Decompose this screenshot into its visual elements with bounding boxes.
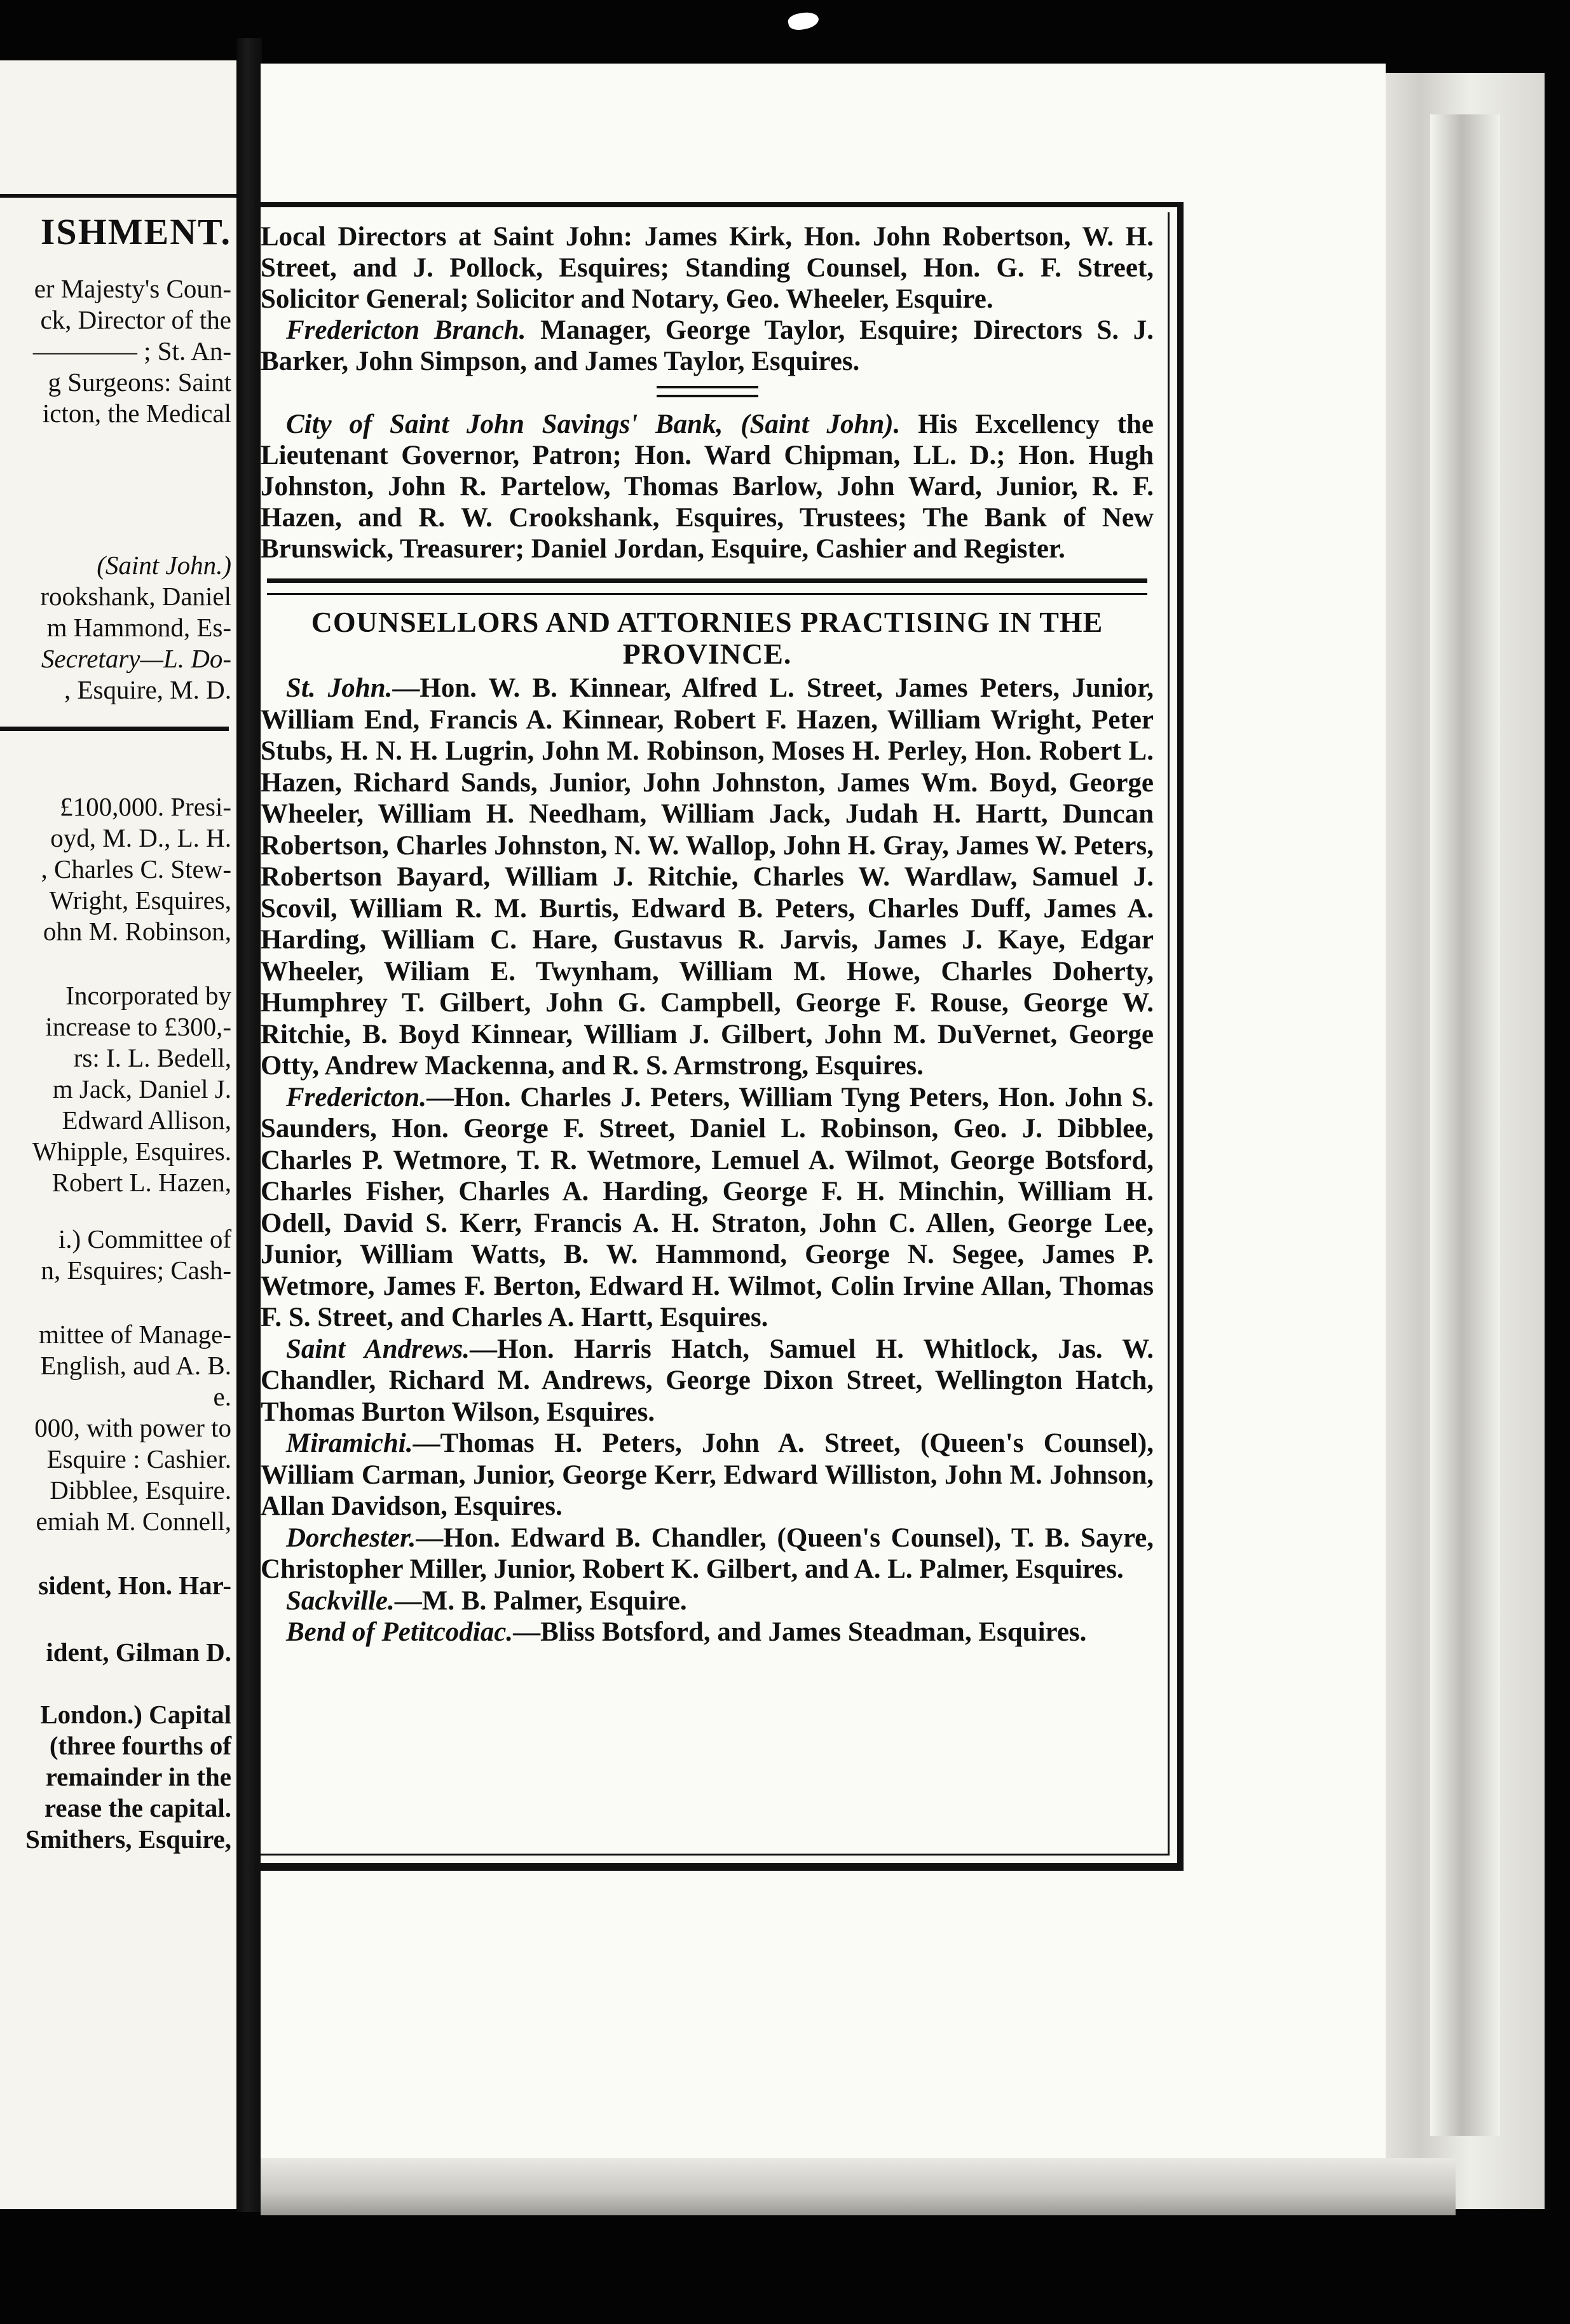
left-line: g Surgeons: Saint [48,367,231,397]
left-line: Smithers, Esquire, [25,1824,231,1854]
left-line: Dibblee, Esquire. [50,1475,231,1505]
entry-miramichi [261,1428,1154,1522]
counsellors-list [261,673,1154,1648]
entry-text: —Hon. Harris Hatch, Samuel H. Whitlock, Jas. W. Chandler, Richard M. Andrews, George Dixon Street, Wellington Hatch, Thomas Burton Wilson, Esquires. [261,1334,1154,1427]
section-title: COUNSELLORS AND ATTORNIES PRACTISING IN THE PROVINCE. [311,606,1103,670]
left-line: rookshank, Daniel [40,582,231,611]
short-divider [657,386,758,397]
entry-st-john [261,673,1154,1082]
page-bottom-shadow [261,2158,1456,2215]
left-line: ohn M. Robinson, [43,917,231,946]
left-line: London.) Capital [40,1700,231,1729]
left-line: emiah M. Connell, [36,1507,231,1536]
entry-dorchester [261,1522,1154,1585]
left-line: (three fourths of [49,1731,231,1760]
left-line: Esquire : Cashier. [46,1444,231,1473]
left-line: , Charles C. Stew- [41,854,231,884]
local-directors-paragraph: Local Directors at Saint John: James Kirk, Hon. John Robertson, W. H. Street, and J. Pollock, Esquires; Standing Counsel, Hon. G. F. Street, Solicitor General; Solicitor and Notary, Geo. Wheeler, Esquire. [261,222,1154,314]
left-line: 000, with power to [34,1413,231,1442]
left-rule [0,727,229,731]
left-line: mittee of Manage- [39,1320,231,1349]
left-line: m Hammond, Es- [46,613,231,642]
entry-place: Dorchester. [286,1522,416,1553]
left-page-fragment [0,60,240,2209]
section-divider [267,578,1147,595]
entry-fredericton [261,1082,1154,1334]
left-line: sident, Hon. Har- [38,1571,231,1600]
entry-place: Saint Andrews. [286,1334,470,1364]
directory-content [261,221,1154,1648]
left-line: Wright, Esquires, [49,885,231,915]
entry-sackville [261,1585,1154,1617]
left-line: , Esquire, M. D. [64,675,231,704]
fredericton-branch-paragraph [261,315,1154,377]
left-line: n, Esquires; Cash- [41,1255,231,1285]
left-line: rs: I. L. Bedell, [73,1043,231,1072]
entry-text: —Thomas H. Peters, John A. Street, (Queen's Counsel), William Carman, Junior, George Kerr, Edward Williston, John M. Johnson, Allan Davidson, Esquires. [261,1428,1154,1521]
savings-bank-paragraph [261,409,1154,564]
left-line: ck, Director of the [40,305,231,334]
entry-text: —Hon. W. B. Kinnear, Alfred L. Street, James Peters, Junior, William End, Francis A. Kinnear, Robert F. Hazen, William Wright, Peter Stubs, H. N. H. Lugrin, John M. Robinson, Moses H. Perley, Hon. Robert L. Hazen, Richard Sands, Junior, John Johnston, James Wm. Boyd, George Wheeler, William H. Needham, William Jack, Judah H. Hartt, Duncan Robertson, Charles Johnston, N. W. Wallop, John H. Gray, James W. Peters, Robertson Bayard, William J. Ritchie, Charles W. Wardlaw, Samuel J. Scovil, William R. M. Burtis, Edward B. Peters, Charles Duff, James A. Harding, William C. Hare, Gustavus R. Jarvis, James J. Kaye, Edgar Wheeler, Wiliam E. Twynham, William M. Howe, Charles Doherty, Humphrey T. Gilbert, John G. Campbell, George F. Rouse, George W. Ritchie, B. Boyd Kinnear, William J. Gilbert, John M. DuVernet, George Otty, Andrew Mackenna, and R. S. Armstrong, Esquires. [261,673,1154,1081]
savings-bank-label: City of Saint John Savings' Bank, (Saint John). [286,409,901,439]
left-line: icton, the Medical [42,399,231,428]
page-edge-stack [1430,114,1500,2136]
fredericton-branch-text: Manager, George Taylor, Esquire; Directors S. J. Barker, John Simpson, and James Taylor, Esquires. [261,315,1154,376]
entry-text: —M. B. Palmer, Esquire. [394,1585,687,1616]
fredericton-branch-label: Fredericton Branch. [286,315,526,345]
left-line: Robert L. Hazen, [51,1168,231,1197]
left-line: Edward Allison, [62,1105,231,1135]
entry-place: Sackville. [286,1585,395,1616]
left-frame-top [0,194,240,198]
left-line: £100,000. Presi- [60,792,231,821]
left-line: (Saint John.) [97,550,231,580]
savings-bank-text: His Excellency the Lieutenant Governor, Patron; Hon. Ward Chipman, LL. D.; Hon. Hugh Johnston, John R. Partelow, Thomas Barlow, John Ward, Junior, R. F. Hazen, and R. W. Crookshank, Esquires, Trustees; The Bank of New Brunswick, Treasurer; Daniel Jordan, Esquire, Cashier and Register. [261,409,1154,564]
entry-bend-of-petitcodiac [261,1617,1154,1648]
left-line: ———— ; St. An- [32,336,231,366]
left-line: rease the capital. [44,1793,231,1822]
left-line: ident, Gilman D. [46,1637,231,1667]
left-line: e. [213,1382,231,1411]
directory-box [254,202,1184,1871]
entry-place: St. John. [286,673,393,703]
entry-place: Bend of Petitcodiac. [286,1617,514,1647]
left-heading: ISHMENT. [40,211,231,252]
left-line: Secretary—L. Do- [41,644,231,673]
left-line: Incorporated by [65,981,231,1010]
entry-place: Miramichi. [286,1428,413,1458]
left-line: m Jack, Daniel J. [52,1074,231,1104]
entry-place: Fredericton. [286,1082,427,1112]
entry-text: —Hon. Edward B. Chandler, (Queen's Counsel), T. B. Sayre, Christopher Miller, Junior, Robert K. Gilbert, and A. L. Palmer, Esquires. [261,1522,1154,1584]
left-line: i.) Committee of [58,1224,231,1254]
entry-text: —Bliss Botsford, and James Steadman, Esquires. [513,1617,1087,1647]
left-line: English, aud A. B. [40,1351,231,1380]
left-line: increase to £300,- [45,1012,231,1041]
entry-text: —Hon. Charles J. Peters, William Tyng Peters, Hon. John S. Saunders, Hon. George F. Street, Daniel L. Robinson, Geo. J. Dibblee, Charles P. Wetmore, T. R. Wetmore, Lemuel A. Wilmot, George Botsford, Charles Fisher, Charles A. Harding, George F. H. Minchin, William H. Odell, David S. Kerr, Francis A. H. Straton, John C. Allen, George Lee, Junior, William Watts, B. W. Hammond, George N. Segee, James P. Wetmore, James F. Berton, Edward H. Wilmot, Colin Irvine Allan, Thomas F. S. Street, and Charles A. Hartt, Esquires. [261,1082,1154,1332]
left-line: remainder in the [45,1762,231,1791]
left-line: oyd, M. D., L. H. [50,823,231,852]
left-line: er Majesty's Coun- [34,274,231,303]
left-line: Whipple, Esquires. [32,1137,231,1166]
entry-saint-andrews [261,1334,1154,1428]
